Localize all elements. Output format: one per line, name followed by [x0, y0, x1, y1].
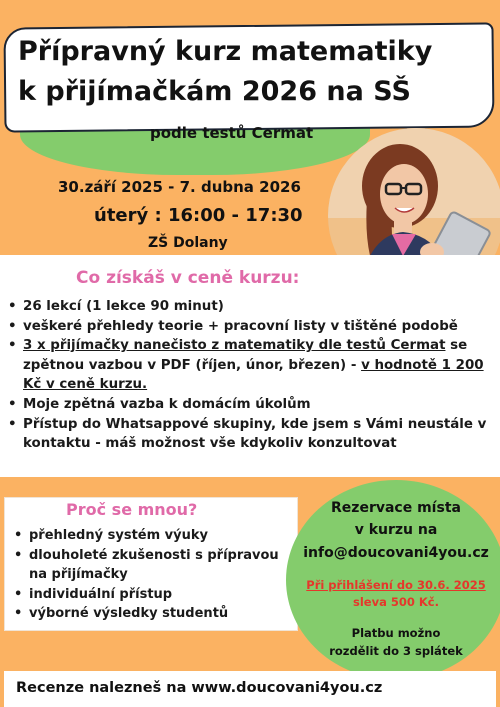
- list-item: • veškeré přehledy teorie + pracovní listy v tištěné podobě: [8, 317, 492, 337]
- footer-text[interactable]: Recenze nalezneš na www.doucovani4you.cz: [16, 680, 383, 696]
- list-item: • 3 x přijímačky nanečisto z matematiky dle testů Cermat se zpětnou vazbou v PDF (říjen, únor, březen) - v hodnotě 1 200 Kč v ceně kurzu.: [8, 336, 492, 395]
- page-title: [18, 32, 488, 112]
- course-dates: 30.září 2025 - 7. dubna 2026: [58, 178, 301, 196]
- list-item: • 26 lekcí (1 lekce 90 minut): [8, 297, 492, 317]
- title-line-2: k přijímačkám 2026 na SŠ: [18, 76, 411, 107]
- list-item: • výborné výsledky studentů: [14, 604, 296, 624]
- course-time: úterý : 16:00 - 17:30: [94, 205, 303, 226]
- benefits-list: [8, 297, 492, 454]
- list-item: • Přístup do Whatsappové skupiny, kde jsem s Vámi neustále v kontaktu - máš možnost vše kdykoliv konzultovat: [8, 415, 492, 454]
- benefits-heading: Co získáš v ceně kurzu:: [76, 268, 300, 288]
- list-item: • individuální přístup: [14, 585, 296, 605]
- discount-text: Při přihlášení do 30.6. 2025 sleva 500 Kč.: [306, 578, 486, 609]
- reservation-email[interactable]: info@doucovani4you.cz: [303, 545, 489, 561]
- list-item: • přehledný systém výuky: [14, 526, 296, 546]
- payment-text: Platbu možno rozdělit do 3 splátek: [329, 626, 463, 658]
- reservation-text: Rezervace místa v kurzu na: [331, 500, 461, 538]
- course-place: ZŠ Dolany: [148, 235, 228, 251]
- title-line-1: Přípravný kurz matematiky: [18, 36, 433, 67]
- why-me-list: [14, 526, 296, 624]
- why-me-heading: Proč se mnou?: [66, 500, 198, 519]
- list-item: • Moje zpětná vazba k domácím úkolům: [8, 395, 492, 415]
- subtitle: podle testů Cermat: [150, 124, 314, 142]
- list-item: • dlouholeté zkušenosti s přípravou na přijímačky: [14, 546, 296, 585]
- footer-bar: [4, 671, 496, 707]
